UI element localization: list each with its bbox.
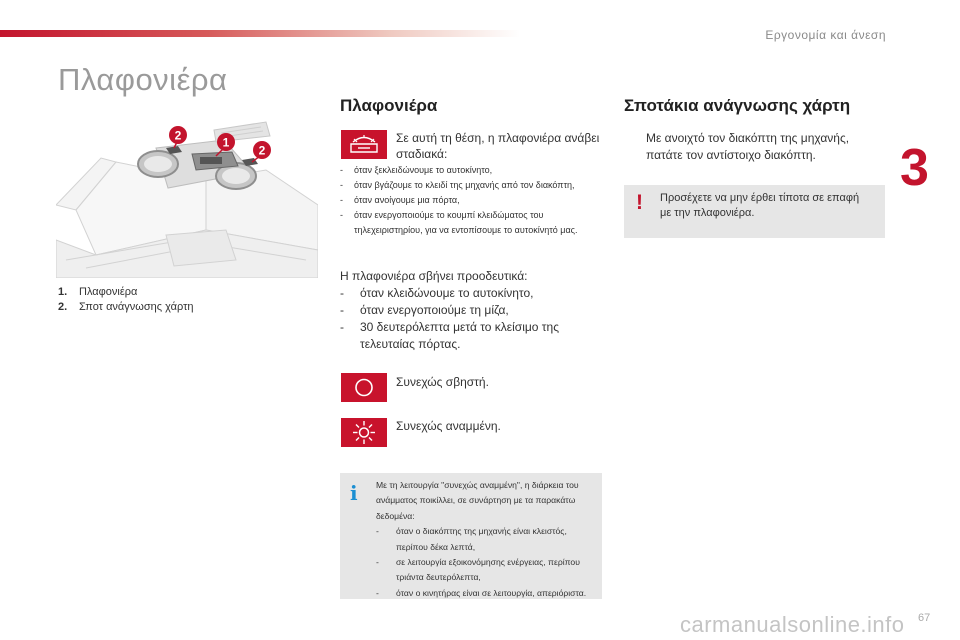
- list-item: - όταν ο διακόπτης της μηχανής είναι κλειστός, περίπου δέκα λεπτά,: [376, 526, 567, 552]
- ceiling-light-illustration: [56, 110, 318, 278]
- map-lights-heading: Σποτάκια ανάγνωσης χάρτη: [624, 96, 851, 115]
- light-on-conditions: [340, 163, 608, 238]
- list-item: - σε λειτουργία εξοικονόμησης ενέργειας, περίπου τριάντα δευτερόλεπτα,: [376, 557, 580, 583]
- svg-text:1: 1: [222, 135, 230, 150]
- page-title: Πλαφονιέρα: [58, 62, 228, 97]
- on-mode-description: Συνεχώς αναμμένη.: [396, 419, 501, 433]
- list-item: - 30 δευτερόλεπτα μετά το κλείσιμο της τελευταίας πόρτας.: [340, 320, 559, 351]
- list-item: - όταν ανοίγουμε μια πόρτα,: [340, 195, 460, 205]
- map-lights-step: [624, 130, 884, 164]
- warning-box: [624, 185, 885, 238]
- step-text: Με ανοιχτό τον διακόπτη της μηχανής, πατάτε τον αντίστοιχο διακόπτη.: [646, 131, 850, 162]
- off-intro: Η πλαφονιέρα σβήνει προοδευτικά:: [340, 269, 528, 283]
- door-mode-icon: [341, 130, 387, 159]
- on-mode-icon: [341, 418, 387, 447]
- legend-item: [58, 300, 194, 315]
- svg-text:2: 2: [258, 143, 266, 158]
- info-icon: i: [350, 481, 358, 505]
- off-mode-icon: [341, 373, 387, 402]
- door-mode-description: Σε αυτή τη θέση, η πλαφονιέρα ανάβει σταδιακά:: [396, 131, 600, 161]
- light-off-conditions: [340, 268, 608, 353]
- list-item: - όταν ενεργοποιούμε τη μίζα,: [340, 303, 509, 317]
- list-item: - όταν ενεργοποιούμε το κουμπί κλειδώματος του τηλεχειριστηρίου, για να εντοπίσουμε το αυτοκίνητό μας.: [340, 210, 578, 235]
- info-note-text: [376, 478, 592, 601]
- legend-item: [58, 285, 194, 300]
- legend-number: 1.: [58, 286, 68, 298]
- info-note-box: [340, 473, 602, 599]
- legend-number: 2.: [58, 301, 68, 313]
- off-mode-description: Συνεχώς σβηστή.: [396, 375, 489, 389]
- step-bullet-icon: [624, 130, 646, 164]
- svg-text:2: 2: [174, 128, 182, 143]
- chapter-title: Εργονομία και άνεση: [765, 28, 886, 42]
- legend-label: Πλαφονιέρα: [79, 286, 138, 298]
- page-number: 67: [918, 612, 931, 624]
- chapter-number: 3: [900, 139, 929, 197]
- illustration-legend: [58, 285, 194, 315]
- warning-icon: !: [636, 191, 643, 214]
- list-item: - όταν βγάζουμε το κλειδί της μηχανής από τον διακόπτη,: [340, 180, 575, 190]
- watermark: carmanualsonline.info: [680, 612, 905, 637]
- warning-text: Προσέχετε να μην έρθει τίποτα σε επαφή με την πλαφονιέρα.: [660, 192, 860, 219]
- legend-label: Σποτ ανάγνωσης χάρτη: [79, 301, 194, 313]
- header-accent-bar: [0, 30, 520, 37]
- ceiling-light-heading: Πλαφονιέρα: [340, 96, 438, 115]
- list-item: - όταν ξεκλειδώνουμε το αυτοκίνητο,: [340, 165, 493, 175]
- info-intro: Με τη λειτουργία "συνεχώς αναμμένη", η διάρκεια του ανάμματος ποικίλλει, σε συνάρτηση με τα παρακάτω δεδομένα:: [376, 480, 579, 521]
- list-item: - όταν ο κινητήρας είναι σε λειτουργία, απεριόριστα.: [376, 587, 587, 598]
- list-item: - όταν κλειδώνουμε το αυτοκίνητο,: [340, 286, 534, 300]
